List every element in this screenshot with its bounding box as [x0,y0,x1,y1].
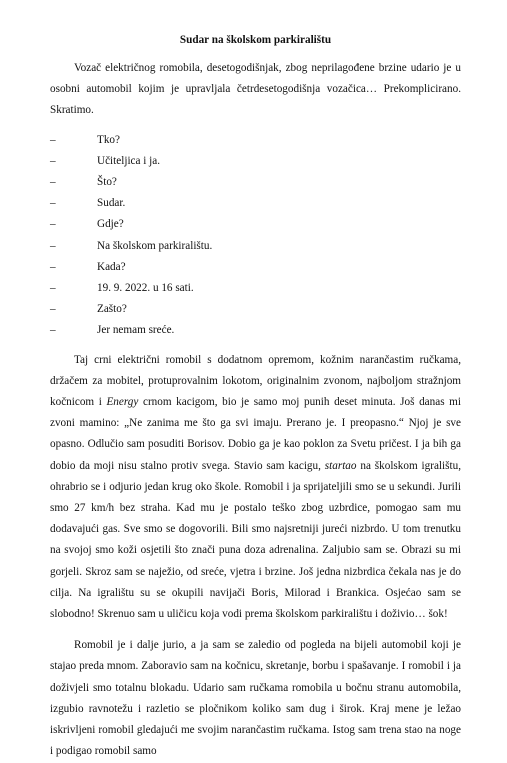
dialogue-text: Na školskom parkiralištu. [97,239,213,252]
story-text: Taj crni električni romobil s dodatnom opremom, kožnim narančastim ručkama, držačem za mobitel, protuprovalnim lokotom, originalnim zvonom, najboljom stražnjom kočnicom i [50,353,461,409]
dash-marker: – [50,133,56,146]
dialogue-text: Jer nemam sreće. [97,324,175,337]
story-text: crnom kacigom, bio je samo moj punih deset minuta. Još danas mi zvoni mamino: „Ne zanima me što ga svi imaju. Prerano je. I preopasno.“ Njoj je sve opasno. Odlučio sam posuditi Borisov. Dobio ga je kao poklon za Svetu pričest. I ja bih ga dobio da moji nisu stalno protiv svega. Stavio sam kacigu, [50,396,461,472]
energy-brand-text: Energy [106,396,139,409]
dash-marker: – [50,239,56,252]
dash-marker: – [50,303,56,316]
dialogue-line [50,193,461,214]
dash-marker: – [50,218,56,231]
dialogue-line [50,320,461,341]
dialogue-text: Zašto? [97,303,127,316]
dash-marker: – [50,260,56,273]
dialogue-line [50,236,461,257]
dialogue-text: Tko? [97,133,120,146]
dialogue-line [50,151,461,172]
dialogue-text: Što? [97,176,117,189]
dialogue-text: Učiteljica i ja. [97,154,161,167]
startao-italic-text: startao [324,459,357,472]
dialogue-line [50,257,461,278]
dialogue-text: 19. 9. 2022. u 16 sati. [97,282,194,295]
document-title: Sudar na školskom parkiralištu [179,34,332,46]
crash-paragraph: Romobil je i dalje jurio, a ja sam se zaledio od pogleda na bijeli automobil koji je stajao preda mnom. Zaboravio sam na kočnicu, skretanje, borbu i spašavanje. I romobil i ja doživjeli smo totalnu blokadu. Udario sam ručkama romobila u bočnu stranu automobila, izgubio ravnotežu i razletio se pločnikom koliko sam dug i širok. Kraj mene je ležao iskrivljeni romobil gledajući me svojim narančastim ručkama. Istog sam trena stao na noge i podigao romobil samo [50,639,461,758]
dash-marker: – [50,176,56,189]
dash-marker: – [50,154,56,167]
dialogue-text: Gdje? [97,218,124,231]
dash-marker: – [50,324,56,337]
story-text: na školskom igralištu, ohrabrio se i odjurio jedan krug oko škole. Romobil i ja sprijateljili smo se u sekundi. Jurili smo 27 km/h bez straha. Kad mu je postalo teško zbog uzbrdice, pomogao sam mu dodavajući gas. Sve smo se dogovorili. Bili smo najsretniji jureći nizbrdo. U tom trenutku na svojoj smo koži osjetili što znači puna doza adrenalina. Zaljubio sam se. Obrazi su mi gorjeli. Skroz sam se naježio, od sreće, vjetra i brzine. Još jedna nizbrdica čekala nas je do cilja. Na igralištu su se okupili navijači Boris, Milorad i Brankica. Osjećao sam se slobodno! Skrenuo sam u uličicu koja vodi prema školskom parkiralištu i doživio… šok! [50,459,461,621]
dialogue-line [50,214,461,235]
dialogue-line [50,278,461,299]
dialogue-list [50,130,461,342]
dash-marker: – [50,282,56,295]
intro-paragraph: Vozač električnog romobila, desetogodišnjak, zbog neprilagođene brzine udario je u osobni automobil kojim je upravljala četrdesetogodišnja vozačica… Prekomplicirano. Skratimo. [50,62,461,117]
dialogue-line [50,172,461,193]
dialogue-line [50,130,461,151]
dialogue-line [50,299,461,320]
dash-marker: – [50,197,56,210]
story-paragraph [50,350,461,626]
dialogue-text: Kada? [97,260,126,273]
dialogue-text: Sudar. [97,197,126,210]
